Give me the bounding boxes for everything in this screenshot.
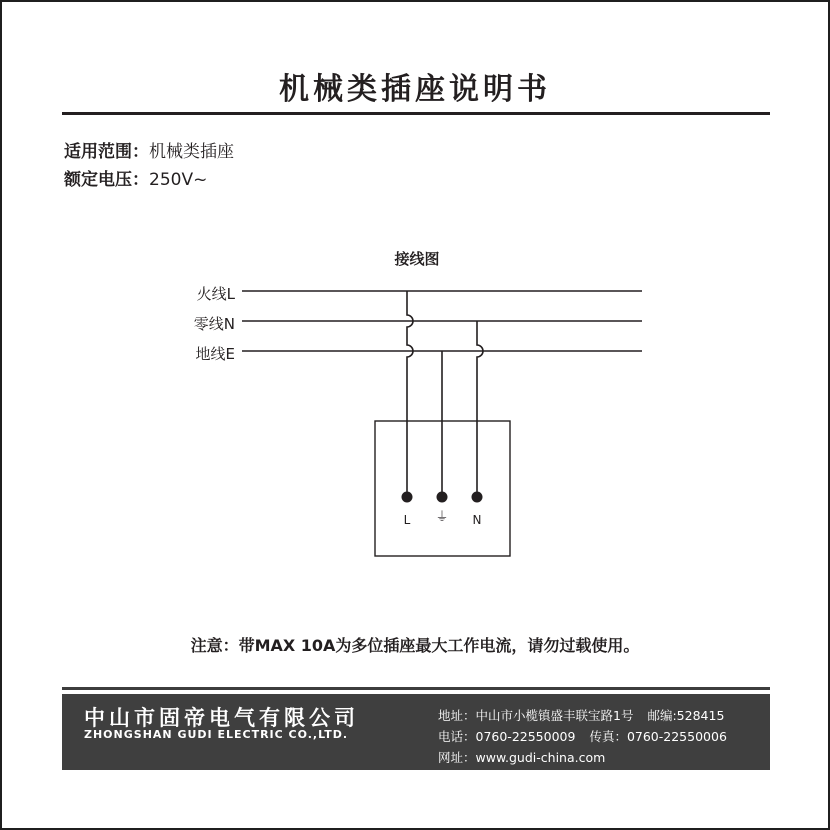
address: 地址：中山市小榄镇盛丰联宝路1号 [438, 708, 634, 723]
spec-scope-value: 机械类插座 [149, 142, 234, 162]
earth-line-label: 地线E [195, 345, 235, 363]
live-wire [407, 291, 413, 497]
phone: 电话：0760-22550009 [438, 729, 576, 744]
company-name-cn: 中山市固帝电气有限公司 [84, 706, 359, 730]
fax: 传真：0760-22550006 [589, 729, 727, 744]
company-name-en: ZHONGSHAN GUDI ELECTRIC CO.,LTD. [84, 728, 349, 741]
earth-symbol-icon: ⏚ [435, 510, 449, 525]
spec-scope-label: 适用范围： [64, 142, 149, 162]
terminal-live [402, 492, 413, 503]
footer-divider [62, 687, 770, 690]
neutral-wire [477, 321, 483, 497]
live-line-label: 火线L [196, 285, 235, 303]
spec-voltage-value: 250V~ [149, 170, 208, 190]
website-link[interactable]: 网址：www.gudi-china.com [438, 750, 606, 765]
company-footer [62, 694, 770, 770]
address-line [438, 706, 724, 724]
website-line [438, 748, 605, 766]
terminal-label-live: L [403, 513, 411, 527]
spec-voltage-label: 额定电压： [64, 170, 149, 190]
page-title: 机械类插座说明书 [279, 72, 551, 107]
warning-note: 注意：带MAX 10A为多位插座最大工作电流，请勿过载使用。 [190, 636, 640, 655]
contact-line [438, 727, 727, 745]
terminal-label-neutral: N [472, 513, 482, 527]
diagram-title: 接线图 [394, 250, 440, 268]
terminal-earth [437, 492, 448, 503]
neutral-line-label: 零线N [193, 315, 235, 333]
postcode: 邮编:528415 [647, 708, 725, 723]
terminal-neutral [472, 492, 483, 503]
